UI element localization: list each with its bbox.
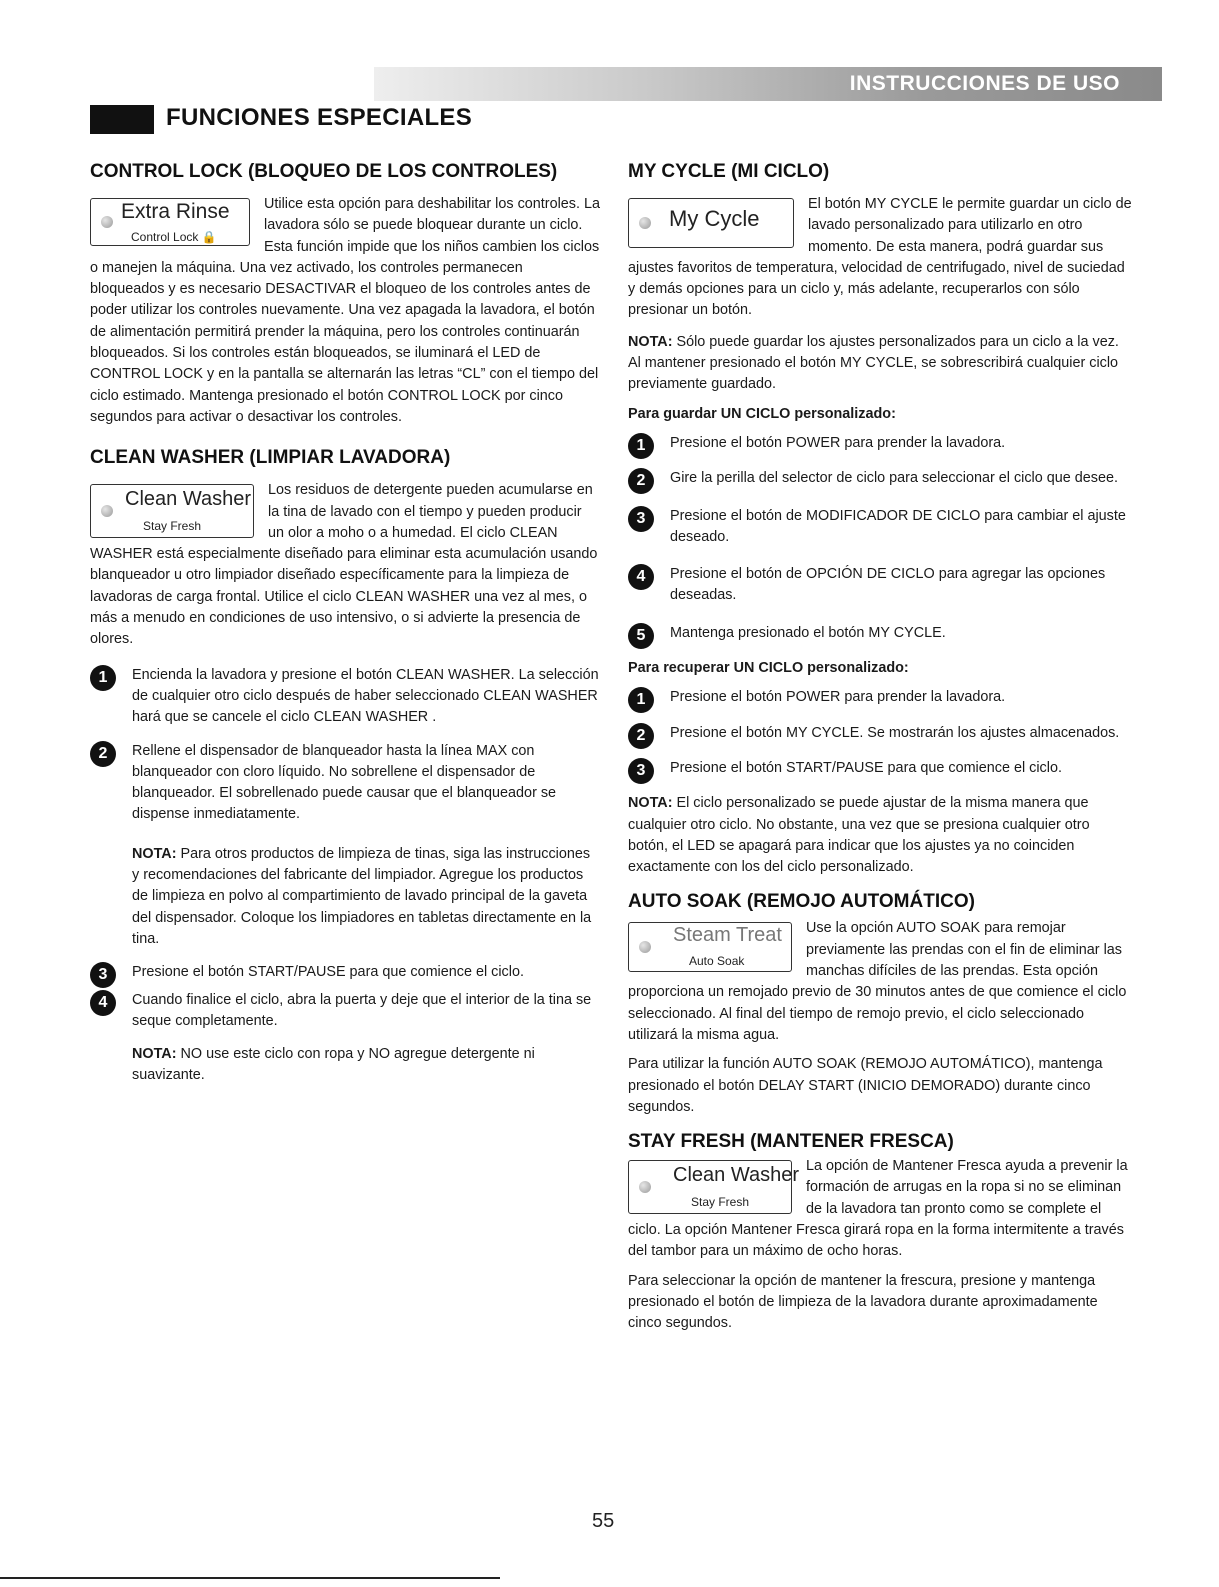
- control-lock-section: [90, 194, 600, 428]
- page-number: 55: [592, 1510, 615, 1532]
- auto-soak-section: [628, 918, 1132, 1046]
- section-title: FUNCIONES ESPECIALES: [166, 104, 473, 131]
- led-icon: [101, 216, 113, 228]
- step-item: [628, 564, 1132, 607]
- step-item: [628, 623, 1132, 644]
- step-number-icon: 3: [628, 758, 654, 784]
- extra-rinse-button-illustration: [90, 198, 250, 246]
- clean-washer-note: [90, 844, 600, 950]
- button-sub-label: Control Lock 🔒: [131, 230, 217, 244]
- step-text: Cuando finalice el ciclo, abra la puerta y deje que el interior de la tina se seque completamente.: [132, 991, 592, 1029]
- step-number-icon: 3: [90, 962, 116, 988]
- button-main-label: My Cycle: [669, 206, 760, 231]
- step-item: [90, 962, 600, 983]
- steam-treat-button-illustration: [628, 922, 792, 972]
- step-item: [628, 468, 1132, 489]
- footer-rule: [0, 1577, 500, 1579]
- button-sub-label: Auto Soak: [689, 954, 745, 969]
- clean-washer-steps: [90, 665, 600, 826]
- button-sub-label: Stay Fresh: [143, 519, 202, 534]
- step-text: Presione el botón POWER para prender la lavadora.: [670, 434, 1006, 451]
- note-label: NOTA:: [628, 333, 673, 350]
- my-cycle-button-illustration: [628, 198, 794, 248]
- note-label: NOTA:: [628, 795, 673, 812]
- step-item: [90, 665, 600, 729]
- step-number-icon: 1: [628, 687, 654, 713]
- right-column: [628, 160, 1132, 1334]
- note-text: Para otros productos de limpieza de tinas, siga las instrucciones y recomendaciones del fabricante del limpiador. Agregue los productos de limpieza en polvo al compartimiento de lavado principal de la gaveta del dispensador. Coloque los limpiadores en tabletas directamente en la tina.: [132, 845, 592, 947]
- step-item: [628, 687, 1132, 708]
- stay-fresh-section: [628, 1156, 1132, 1262]
- note-label: NOTA:: [132, 1046, 177, 1063]
- step-number-icon: 2: [628, 468, 654, 494]
- save-cycle-heading: Para guardar UN CICLO personalizado:: [628, 405, 896, 422]
- my-cycle-heading: MY CYCLE (MI CICLO): [628, 161, 830, 182]
- stay-fresh-heading: STAY FRESH (MANTENER FRESCA): [628, 1131, 954, 1153]
- clean-washer-note-2: [90, 1044, 600, 1087]
- button-main-label: Steam Treat: [673, 924, 782, 947]
- clean-washer-heading: CLEAN WASHER (LIMPIAR LAVADORA): [90, 447, 451, 469]
- recall-cycle-heading: Para recuperar UN CICLO personalizado:: [628, 660, 909, 677]
- button-main-label: Extra Rinse: [121, 200, 230, 223]
- step-item: [90, 990, 600, 1033]
- left-column: [90, 160, 600, 1087]
- clean-washer-text: Los residuos de detergente pueden acumularse en la tina de lavado con el tiempo y pueden producir un olor a moho o a humedad. El ciclo CLEAN WASHER está especialmente diseñado para eliminar esta acumulación usando blanqueador u otro limpiador diseñado específicamente para la limpieza de lavadoras de carga frontal. Utilice el ciclo CLEAN WASHER una vez al mes, o más a menudo en condiciones de uso intensivo, o si advierte la presencia de olores.: [90, 482, 598, 648]
- step-text: Gire la perilla del selector de ciclo para seleccionar el ciclo que desee.: [670, 470, 1118, 487]
- clean-washer-button-illustration: [90, 484, 254, 538]
- banner-title: INSTRUCCIONES DE USO: [849, 72, 1120, 95]
- led-icon: [639, 1181, 651, 1193]
- step-number-icon: 4: [628, 564, 654, 590]
- step-number-icon: 2: [628, 723, 654, 749]
- recall-cycle-steps: [628, 687, 1132, 779]
- auto-soak-text-2: Para utilizar la función AUTO SOAK (REMOJO AUTOMÁTICO), mantenga presionado el botón DELAY START (INICIO DEMORADO) durante cinco segundos.: [628, 1056, 1103, 1115]
- clean-washer-stay-fresh-button-illustration: [628, 1160, 799, 1214]
- led-icon: [639, 941, 651, 953]
- step-text: Presione el botón START/PAUSE para que comience el ciclo.: [132, 964, 524, 981]
- section-marker: [90, 105, 154, 134]
- control-lock-heading: CONTROL LOCK (BLOQUEO DE LOS CONTROLES): [90, 161, 558, 182]
- step-item: [628, 723, 1132, 744]
- step-item: [628, 506, 1132, 549]
- note-text: El ciclo personalizado se puede ajustar de la misma manera que cualquier otro ciclo. No obstante, una vez que se presiona cualquier otro botón, el LED se apagará para indicar que los ajustes ya no coinciden exactamente con los del ciclo personalizado.: [628, 795, 1090, 876]
- led-icon: [101, 505, 113, 517]
- step-number-icon: 4: [90, 990, 116, 1016]
- step-item: [628, 758, 1132, 779]
- step-number-icon: 1: [90, 665, 116, 691]
- step-text: Encienda la lavadora y presione el botón CLEAN WASHER. La selección de cualquier otro ciclo después de haber seleccionado CLEAN WASHER hará que se cancele el ciclo CLEAN WASHER .: [132, 666, 599, 726]
- step-text: Presione el botón de MODIFICADOR DE CICLO para cambiar el ajuste deseado.: [670, 507, 1126, 545]
- clean-washer-steps-2: [90, 962, 600, 1032]
- step-number-icon: 3: [628, 506, 654, 532]
- my-cycle-note: [628, 332, 1132, 396]
- button-main-label: Clean Washer: [125, 488, 251, 511]
- header-banner: [374, 67, 1162, 101]
- step-text: Presione el botón START/PAUSE para que comience el ciclo.: [670, 759, 1062, 776]
- auto-soak-text: Use la opción AUTO SOAK para remojar previamente las prendas con el fin de eliminar las manchas difíciles de las prendas. Esta opción proporciona un remojado previo de 30 minutos antes de que comience el ciclo seleccionado. Al final del tiempo de remojo previo, el ciclo seleccionado utilizará la misma agua.: [628, 920, 1127, 1043]
- note-label: NOTA:: [132, 845, 177, 862]
- my-cycle-note-2: [628, 793, 1132, 878]
- step-item: [90, 741, 600, 826]
- save-cycle-steps: [628, 433, 1132, 644]
- step-number-icon: 1: [628, 433, 654, 459]
- step-text: Presione el botón de OPCIÓN DE CICLO para agregar las opciones deseadas.: [670, 566, 1106, 604]
- step-text: Presione el botón MY CYCLE. Se mostrarán los ajustes almacenados.: [670, 724, 1120, 741]
- note-text: Sólo puede guardar los ajustes personalizados para un ciclo a la vez. Al mantener presionado el botón MY CYCLE, se sobrescribirá cualquier ciclo previamente guardado.: [628, 333, 1119, 393]
- note-text: NO use este ciclo con ropa y NO agregue detergente ni suavizante.: [132, 1046, 535, 1084]
- stay-fresh-text-2: Para seleccionar la opción de mantener la frescura, presione y mantenga presionado el botón de limpieza de la lavadora durante aproximadamente cinco segundos.: [628, 1272, 1098, 1332]
- step-text: Rellene el dispensador de blanqueador hasta la línea MAX con blanqueador con cloro líquido. No sobrellene el dispensador de blanqueador. El sobrellenado puede causar que el blanqueador se dispense inmediatamente.: [132, 742, 557, 823]
- auto-soak-heading: AUTO SOAK (REMOJO AUTOMÁTICO): [628, 891, 975, 913]
- step-text: Mantenga presionado el botón MY CYCLE.: [670, 624, 946, 641]
- step-item: [628, 433, 1132, 454]
- step-number-icon: 5: [628, 623, 654, 649]
- control-lock-text: Utilice esta opción para deshabilitar los controles. La lavadora sólo se puede bloquear durante un ciclo. Esta función impide que los niños cambien los ciclos o manejen la máquina. Una vez activado, los controles permanecen bloqueados y es necesario DESACTIVAR el bloqueo de los controles antes de poder utilizar los controles nuevamente. Una vez apagada la lavadora, el botón de alimentación permitirá prender la máquina, pero los controles continuarán bloqueados. Si los controles están bloqueados, se iluminará el LED de CONTROL LOCK y en la pantalla se alternarán las letras “CL” con el tiempo del ciclo estimado. Mantenga presionado el botón CONTROL LOCK por cinco segundos para activar o desactivar los controles.: [90, 196, 600, 425]
- button-sub-label: Stay Fresh: [691, 1195, 750, 1210]
- step-text: Presione el botón POWER para prender la lavadora.: [670, 689, 1006, 706]
- my-cycle-text: El botón MY CYCLE le permite guardar un ciclo de lavado personalizado para utilizarlo en otro momento. De esta manera, podrá guardar sus ajustes favoritos de temperatura, velocidad de centrifugado, nivel de suciedad y demás opciones para un ciclo y, más adelante, recuperarlos con sólo presionar un botón.: [628, 196, 1132, 319]
- step-number-icon: 2: [90, 741, 116, 767]
- clean-washer-section: [90, 480, 600, 650]
- led-icon: [639, 217, 651, 229]
- stay-fresh-text: La opción de Mantener Fresca ayuda a prevenir la formación de arrugas en la ropa si no se eliminan de la lavadora tan pronto como se complete el ciclo. La opción Mantener Fresca girará ropa en la forma intermitente a través del tambor para un máximo de ocho horas.: [628, 1158, 1128, 1260]
- button-main-label: Clean Washer: [673, 1164, 799, 1187]
- my-cycle-section: [628, 194, 1132, 322]
